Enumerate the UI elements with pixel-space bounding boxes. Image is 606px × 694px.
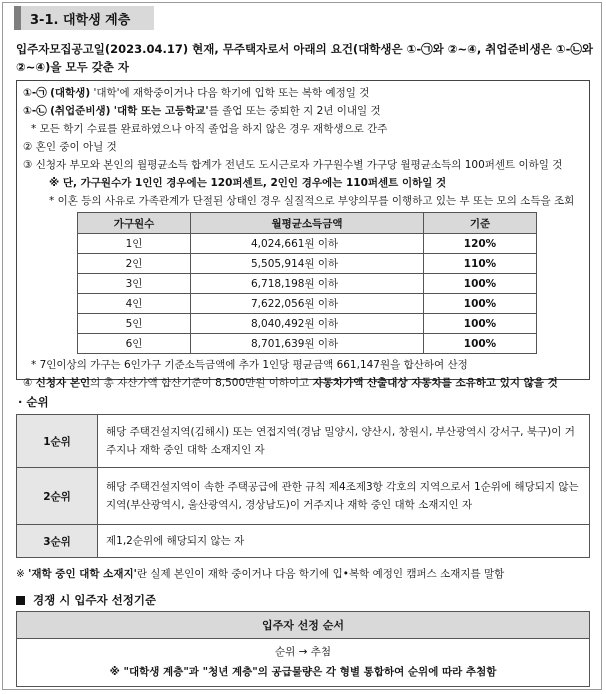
- cell-size: 2인: [78, 254, 191, 274]
- criteria-note: ※ "대학생 계층"과 "청년 계층"의 공급물량은 각 형별 통합하여 순위에 따라 추첨함: [109, 666, 497, 678]
- cell-amount: 7,622,056원 이하: [191, 294, 424, 314]
- criteria-heading: [16, 592, 156, 608]
- table-row: [78, 314, 537, 334]
- rank-note-emph: '재학 중인 대학 소재지': [28, 568, 137, 580]
- req-1b-tag: (취업준비생): [50, 105, 111, 117]
- table-row: [17, 415, 590, 468]
- table-row: [78, 234, 537, 254]
- col-standard: 기준: [424, 213, 537, 234]
- cell-size: 5인: [78, 314, 191, 334]
- requirements-box: [16, 80, 590, 389]
- cell-size: 3인: [78, 274, 191, 294]
- section-title-bar: [14, 6, 21, 30]
- cell-size: 4인: [78, 294, 191, 314]
- section-title-text: 3-1. 대학생 계층: [30, 12, 131, 28]
- section-title: [14, 6, 154, 30]
- table-row: [17, 468, 590, 525]
- req-1a-text: '대학'에 재학중이거나 다음 학기에 입학 또는 복학 예정일 것: [93, 87, 370, 99]
- rank-text: 해당 주택건설지역이 속한 주택공급에 관한 규칙 제4조제3항 각호의 지역으로서 1순위에 해당되지 않는 지역(부산광역시, 울산광역시, 경상남도)이 거주지나 재학 중인 대학 소재지인 자: [98, 468, 590, 525]
- req-4-mark: ④: [23, 377, 33, 389]
- rank-text: 제1,2순위에 해당되지 않는 자: [98, 525, 590, 558]
- req-3-note: * 이혼 등의 사유로 가족관계가 단절된 상태인 경우 실질적으로 부양의무를 이행하고 있는 부 또는 모의 소득을 조회: [49, 195, 575, 207]
- req-4-text: 의 총 자산가액 합산기준이 8,500만원 이하이고: [90, 377, 313, 389]
- income-table: [77, 212, 537, 354]
- table-row: [17, 525, 590, 558]
- rank-note: [16, 566, 504, 581]
- cell-amount: 6,718,198원 이하: [191, 274, 424, 294]
- req-7-note: * 7인이상의 가구는 6인가구 기준소득금액에 추가 1인당 평균금액 661,147원을 합산하여 산정: [31, 359, 468, 371]
- cell-std: 100%: [424, 294, 537, 314]
- table-row: [17, 612, 590, 639]
- intro-line-1: 입주자모집공고일(2023.04.17) 현재, 무주택자로서 아래의 요건(대학생은 ①-㉠와 ②~④, 취업준비생은 ①-㉡와: [16, 42, 594, 56]
- col-household: 가구원수: [78, 213, 191, 234]
- income-table-header: [78, 213, 537, 234]
- rank-note-text: 란 실제 본인이 재학 중이거나 다음 학기에 입•복학 예정인 캠퍼스 소재지를 말함: [136, 568, 505, 580]
- cell-amount: 8,040,492원 이하: [191, 314, 424, 334]
- table-row: [78, 254, 537, 274]
- req-1a-mark: ①-㉠: [23, 87, 47, 99]
- rank-label: 1순위: [17, 415, 98, 468]
- intro-line-2: ②~④)을 모두 갖춘 자: [16, 60, 130, 74]
- rank-text: 해당 주택건설지역(김해시) 또는 연접지역(경남 밀양시, 양산시, 창원시, 부산광역시 강서구, 북구)이 거주지나 재학 중인 대학 소재지인 자: [98, 415, 590, 468]
- req-1b-note: * 모든 학기 수료를 완료하였으나 아직 졸업을 하지 않은 경우 재학생으로 간주: [31, 123, 388, 135]
- req-4-emph-2: 자동차가액 산출대상 자동차를 소유하고 있지 않을 것: [312, 377, 558, 389]
- col-income: 월평균소득금액: [191, 213, 424, 234]
- cell-amount: 8,701,639원 이하: [191, 334, 424, 354]
- req-4: [23, 374, 583, 392]
- square-bullet-icon: [16, 596, 25, 605]
- rank-heading: · 순위: [18, 395, 49, 409]
- table-row: [17, 639, 590, 687]
- criteria-body: [17, 639, 590, 687]
- criteria-order: 순위 → 추첨: [274, 646, 332, 658]
- req-1b-text: 를 졸업 또는 중퇴한 지 2년 이내일 것: [208, 105, 381, 117]
- req-3-special: ※ 단, 가구원수가 1인인 경우에는 120퍼센트, 2인인 경우에는 110퍼센트 이하일 것: [49, 177, 447, 189]
- cell-amount: 5,505,914원 이하: [191, 254, 424, 274]
- criteria-table: [16, 611, 590, 687]
- criteria-heading-text: 경쟁 시 입주자 선정기준: [33, 593, 157, 607]
- cell-std: 120%: [424, 234, 537, 254]
- table-row: [78, 334, 537, 354]
- req-1a: [23, 84, 583, 102]
- req-1b-mark: ①-㉡: [23, 105, 47, 117]
- req-1a-tag: (대학생): [50, 87, 91, 99]
- req-4-emph: 신청자 본인: [35, 377, 91, 389]
- rank-note-mark: ※: [16, 568, 29, 580]
- criteria-header: 입주자 선정 순서: [17, 612, 590, 639]
- cell-std: 100%: [424, 334, 537, 354]
- cell-std: 100%: [424, 274, 537, 294]
- cell-size: 6인: [78, 334, 191, 354]
- cell-amount: 4,024,661원 이하: [191, 234, 424, 254]
- table-row: [78, 274, 537, 294]
- cell-std: 110%: [424, 254, 537, 274]
- cell-size: 1인: [78, 234, 191, 254]
- rank-label: 3순위: [17, 525, 98, 558]
- req-2: ② 혼인 중이 아닐 것: [23, 141, 117, 153]
- rank-table: [16, 414, 590, 558]
- intro-paragraph: [16, 40, 594, 76]
- rank-label: 2순위: [17, 468, 98, 525]
- cell-std: 100%: [424, 314, 537, 334]
- req-1b-emph: '대학 또는 고등학교': [113, 105, 209, 117]
- req-1b: [23, 102, 583, 120]
- req-3: ③ 신청자 부모와 본인의 월평균소득 합계가 전년도 도시근로자 가구원수별 가구당 월평균소득의 100퍼센트 이하일 것: [23, 159, 563, 171]
- table-row: [78, 294, 537, 314]
